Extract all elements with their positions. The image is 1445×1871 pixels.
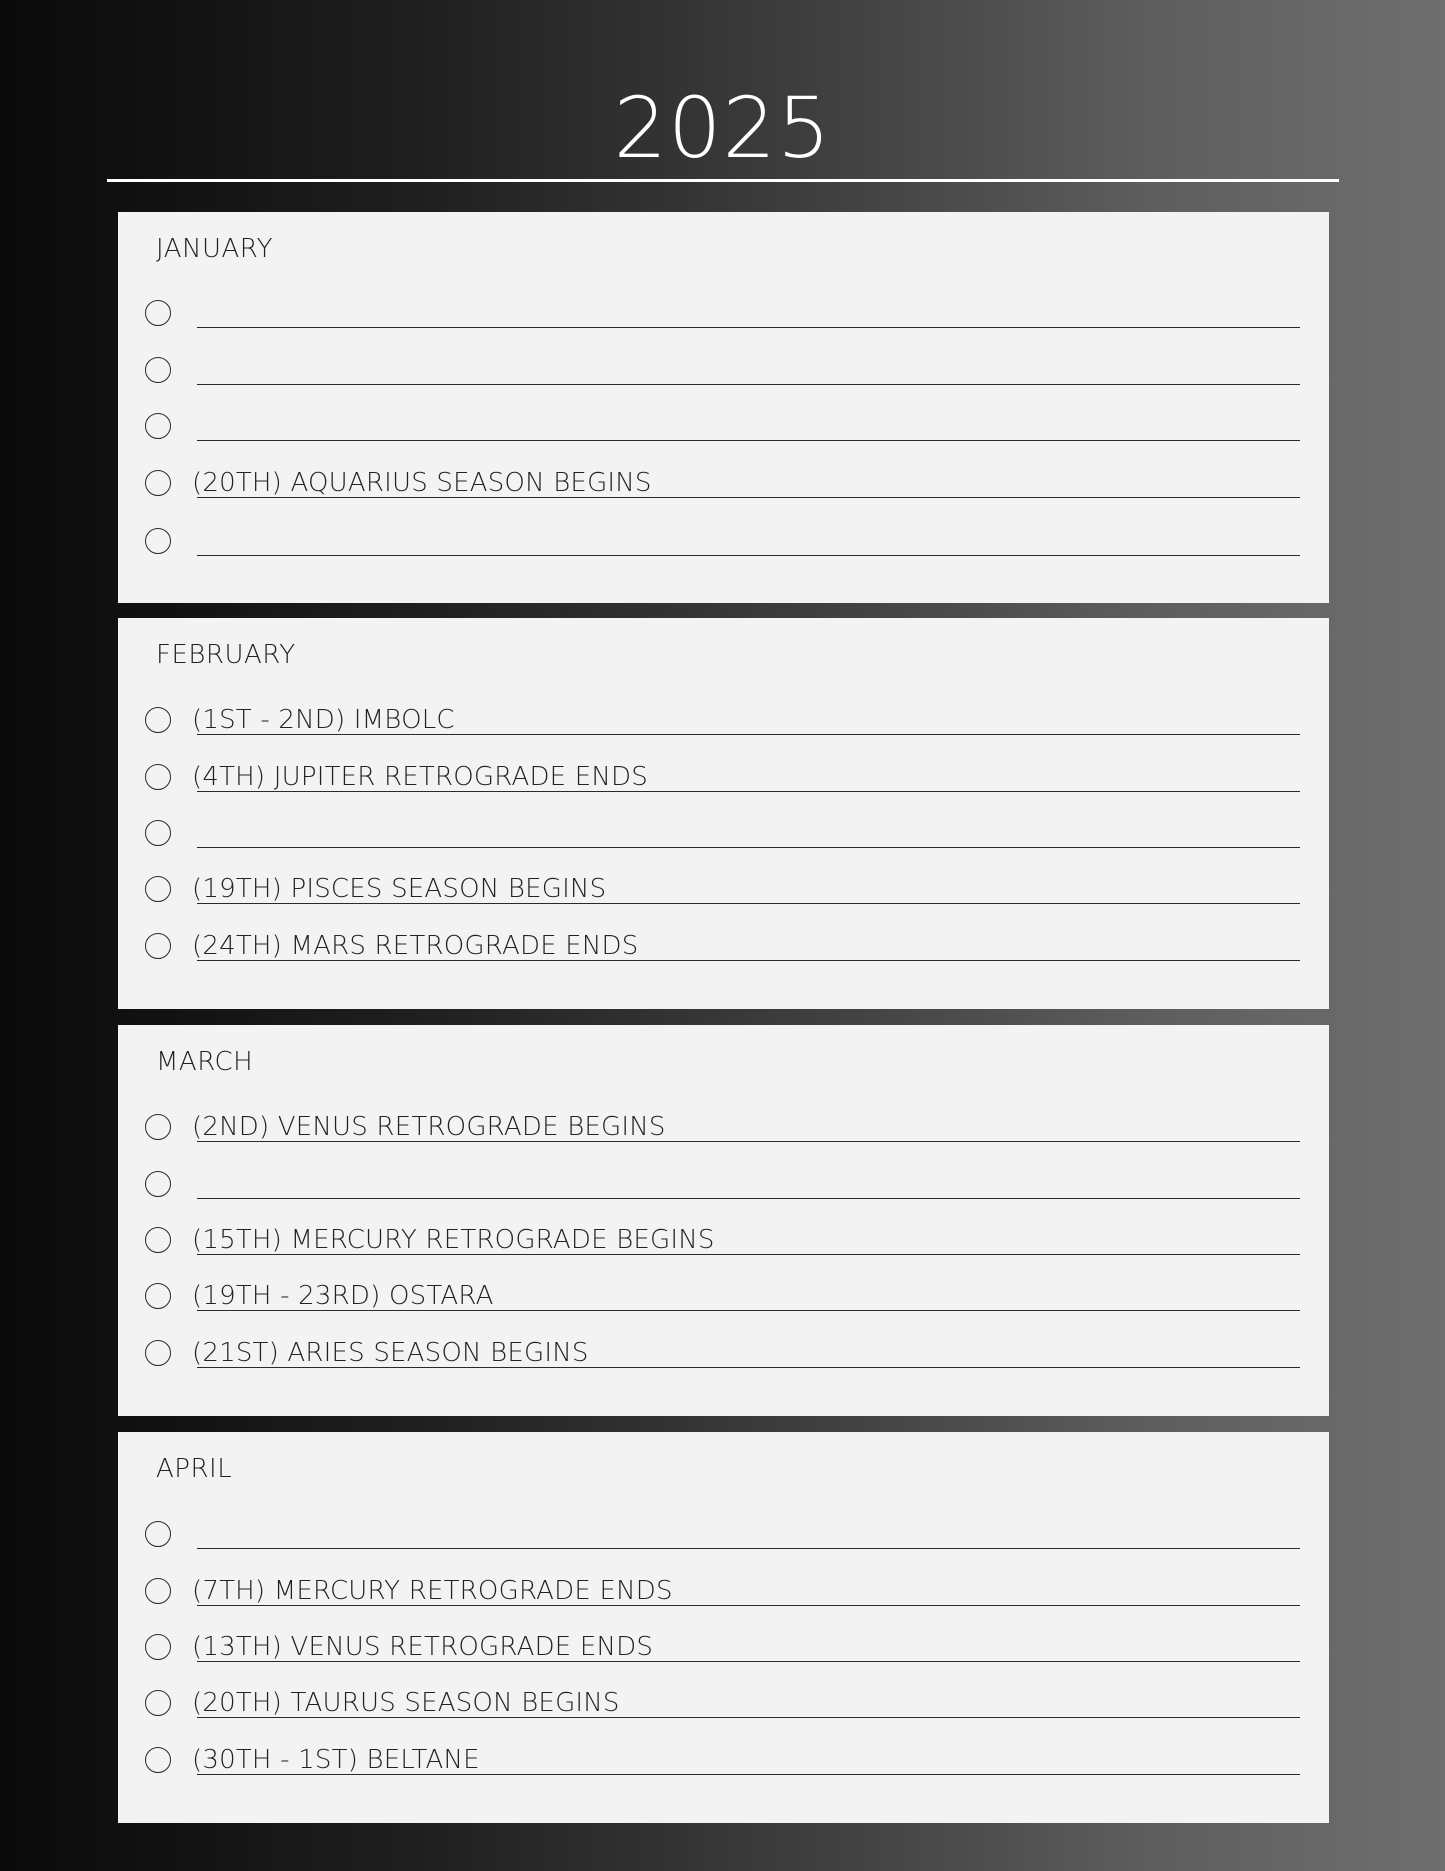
- checkbox[interactable]: [145, 1340, 171, 1366]
- checkbox[interactable]: [145, 1114, 171, 1140]
- list-item: [118, 1227, 1329, 1284]
- entry-text[interactable]: (7TH) MERCURY RETROGRADE ENDS: [192, 1576, 673, 1606]
- list-item: [118, 1340, 1329, 1397]
- month-card-april: [118, 1432, 1329, 1823]
- list-item: [118, 413, 1329, 470]
- month-name: APRIL: [156, 1454, 233, 1484]
- list-item: [118, 1578, 1329, 1635]
- checkbox[interactable]: [145, 933, 171, 959]
- month-name: JANUARY: [156, 234, 274, 264]
- list-item: [118, 707, 1329, 764]
- checkbox[interactable]: [145, 413, 171, 439]
- checkbox[interactable]: [145, 820, 171, 846]
- entry-text[interactable]: (20TH) AQUARIUS SEASON BEGINS: [192, 468, 652, 498]
- entry-line: [197, 791, 1300, 792]
- title-divider: [107, 179, 1339, 182]
- entry-line: [197, 1774, 1300, 1775]
- entry-line: [197, 1605, 1300, 1606]
- entry-text[interactable]: (4TH) JUPITER RETROGRADE ENDS: [192, 762, 648, 792]
- entry-line: [197, 1548, 1300, 1549]
- entry-text[interactable]: (19TH) PISCES SEASON BEGINS: [192, 874, 607, 904]
- list-item: [118, 300, 1329, 357]
- checkbox[interactable]: [145, 764, 171, 790]
- list-item: [118, 1114, 1329, 1171]
- entry-line: [197, 1310, 1300, 1311]
- checkbox[interactable]: [145, 1747, 171, 1773]
- entry-line: [197, 440, 1300, 441]
- entry-line: [197, 1367, 1300, 1368]
- month-name: FEBRUARY: [156, 640, 296, 670]
- checkbox[interactable]: [145, 1283, 171, 1309]
- entry-text[interactable]: (30TH - 1ST) BELTANE: [192, 1745, 480, 1775]
- entry-text[interactable]: (19TH - 23RD) OSTARA: [192, 1281, 494, 1311]
- checkbox[interactable]: [145, 1690, 171, 1716]
- checkbox[interactable]: [145, 470, 171, 496]
- list-item: [118, 876, 1329, 933]
- entry-line: [197, 1661, 1300, 1662]
- checkbox[interactable]: [145, 707, 171, 733]
- month-card-february: [118, 618, 1329, 1009]
- entry-line: [197, 497, 1300, 498]
- month-card-january: [118, 212, 1329, 603]
- list-item: [118, 933, 1329, 990]
- entry-text[interactable]: (20TH) TAURUS SEASON BEGINS: [192, 1688, 620, 1718]
- month-name: MARCH: [156, 1047, 254, 1077]
- month-card-march: [118, 1025, 1329, 1416]
- checkbox[interactable]: [145, 876, 171, 902]
- entry-line: [197, 1717, 1300, 1718]
- entry-line: [197, 960, 1300, 961]
- checkbox[interactable]: [145, 1227, 171, 1253]
- checkbox[interactable]: [145, 528, 171, 554]
- list-item: [118, 820, 1329, 877]
- entry-line: [197, 903, 1300, 904]
- list-item: [118, 528, 1329, 585]
- list-item: [118, 764, 1329, 821]
- checkbox[interactable]: [145, 1634, 171, 1660]
- list-item: [118, 1521, 1329, 1578]
- entry-line: [197, 734, 1300, 735]
- entry-text[interactable]: (1ST - 2ND) IMBOLC: [192, 705, 455, 735]
- checkbox[interactable]: [145, 1171, 171, 1197]
- list-item: [118, 357, 1329, 414]
- list-item: [118, 1283, 1329, 1340]
- entry-line: [197, 327, 1300, 328]
- list-item: [118, 1171, 1329, 1228]
- entry-line: [197, 1141, 1300, 1142]
- checkbox[interactable]: [145, 300, 171, 326]
- entry-line: [197, 555, 1300, 556]
- checkbox[interactable]: [145, 1521, 171, 1547]
- page-title: 2025: [613, 79, 832, 177]
- entry-line: [197, 384, 1300, 385]
- list-item: [118, 1747, 1329, 1804]
- entry-line: [197, 1198, 1300, 1199]
- list-item: [118, 470, 1329, 527]
- entry-text[interactable]: (21ST) ARIES SEASON BEGINS: [192, 1338, 589, 1368]
- entry-text[interactable]: (15TH) MERCURY RETROGRADE BEGINS: [192, 1225, 715, 1255]
- entry-text[interactable]: (13TH) VENUS RETROGRADE ENDS: [192, 1632, 654, 1662]
- checkbox[interactable]: [145, 1578, 171, 1604]
- checkbox[interactable]: [145, 357, 171, 383]
- list-item: [118, 1634, 1329, 1691]
- entry-text[interactable]: (2ND) VENUS RETROGRADE BEGINS: [192, 1112, 666, 1142]
- list-item: [118, 1690, 1329, 1747]
- entry-line: [197, 1254, 1300, 1255]
- entry-text[interactable]: (24TH) MARS RETROGRADE ENDS: [192, 931, 639, 961]
- entry-line: [197, 847, 1300, 848]
